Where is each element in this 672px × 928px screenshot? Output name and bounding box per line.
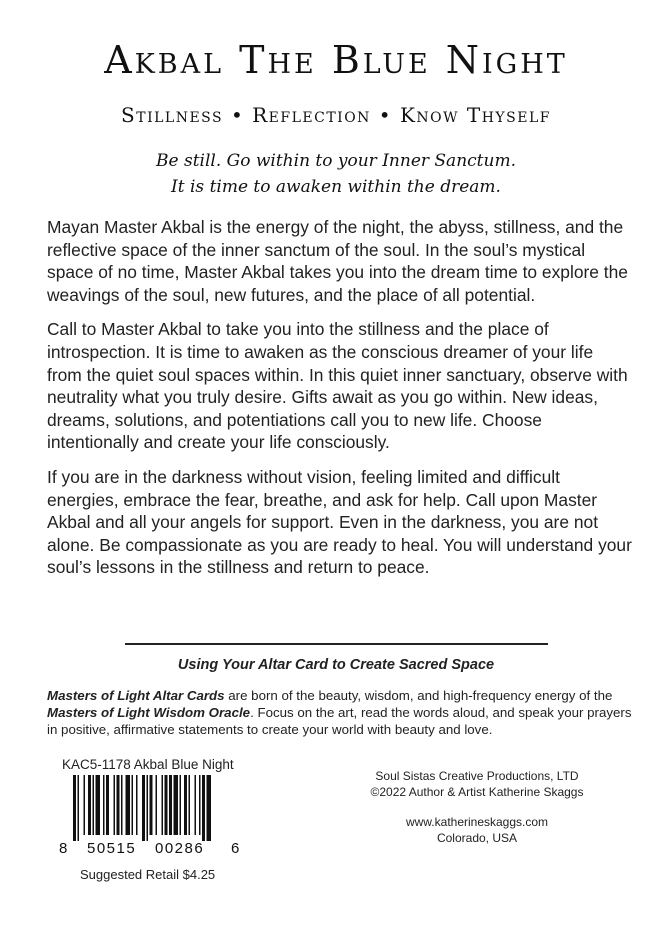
barcode-bar xyxy=(114,775,116,835)
barcode-bar xyxy=(189,775,191,835)
barcode-digit: 8 xyxy=(59,840,68,857)
suggested-retail: Suggested Retail $4.25 xyxy=(80,867,216,882)
body-paragraph: If you are in the darkness without vision, feeling limited and difficult energies, embrace the fear, breathe, and ask for help. Call upon Master Akbal and all your angels for support. Even in the darkness, you are not alone. Be compassionate as you are ready to heal. You will understand your soul’s lessons in the stillness and return to peace. xyxy=(47,466,632,578)
body-paragraph: Call to Master Akbal to take you into the stillness and the place of introspection. It is time to awaken as the conscious dreamer of your life from the quiet soul spaces within. In this quiet inner sanctuary, observe with neutrality what you truly desire. Gifts await as you go within. New ideas, dreams, solutions, and potentiations call you to new life. Choose intentionally and create your life consciously. xyxy=(47,319,628,453)
card-title: Akbal The Blue Night xyxy=(104,38,568,82)
barcode-bar xyxy=(184,775,187,835)
barcode-bar xyxy=(165,775,168,835)
section-divider xyxy=(125,643,548,645)
barcode-bar xyxy=(199,775,201,835)
barcode-bar xyxy=(117,775,120,835)
barcode-bar xyxy=(207,775,212,841)
body-paragraph: Mayan Master Akbal is the energy of the night, the abyss, stillness, and the reflective space of the inner sanctum of the soul. In the soul’s mystical space of no time, Master Akbal takes you into the dream time to explore the weavings of the soul, new futures, and the place of all potential. xyxy=(47,217,628,305)
barcode-bar xyxy=(156,775,158,835)
altar-cards-name: Masters of Light Altar Cards xyxy=(47,688,225,703)
barcode-bar xyxy=(103,775,105,835)
barcode-bar xyxy=(180,775,182,835)
barcode-bar xyxy=(78,775,80,841)
altar-text-part: . Focus on the art, read the words aloud, and speak your prayers in positive, affirmative statements to create your world with beauty and love. xyxy=(47,705,632,737)
barcode-bar xyxy=(169,775,172,835)
barcode-bar xyxy=(174,775,179,835)
publisher-location: Colorado, USA xyxy=(436,831,518,845)
barcode-bar xyxy=(150,775,153,835)
barcode-bar xyxy=(202,775,205,841)
card-subtitle: Stillness • Reflection • Know Thyself xyxy=(121,103,551,127)
barcode-digit: 6 xyxy=(231,840,240,857)
publisher-website: www.katherineskaggs.com xyxy=(405,815,549,829)
barcode-bar xyxy=(84,775,86,835)
publisher-company: Soul Sistas Creative Productions, LTD xyxy=(375,769,579,783)
barcode-bar xyxy=(93,775,95,835)
altar-description xyxy=(47,687,642,738)
barcode-bar xyxy=(162,775,164,835)
barcode-digit: 00286 xyxy=(155,840,205,857)
barcode-bar xyxy=(147,775,149,841)
tagline-line: Be still. Go within to your Inner Sanctum. xyxy=(156,151,516,171)
barcode-bar xyxy=(195,775,197,835)
barcode-bar xyxy=(73,775,76,841)
publisher-copyright: ©2022 Author & Artist Katherine Skaggs xyxy=(370,785,584,799)
barcode-bar xyxy=(96,775,101,835)
barcode-bar xyxy=(142,775,145,841)
product-sku: KAC5-1178 Akbal Blue Night xyxy=(62,757,234,772)
barcode-bars xyxy=(73,775,211,841)
barcode xyxy=(55,775,245,857)
barcode-bar xyxy=(132,775,134,835)
barcode-digit: 50515 xyxy=(87,840,137,857)
card-tagline xyxy=(0,148,672,200)
oracle-name: Masters of Light Wisdom Oracle xyxy=(47,705,251,720)
tagline-line: It is time to awaken within the dream. xyxy=(171,177,501,197)
barcode-bar xyxy=(106,775,109,835)
publisher-info xyxy=(362,768,592,846)
barcode-bar xyxy=(88,775,91,835)
altar-heading: Using Your Altar Card to Create Sacred Space xyxy=(177,657,495,673)
barcode-bar xyxy=(121,775,123,835)
barcode-bar xyxy=(126,775,131,835)
card-body xyxy=(47,216,632,591)
barcode-bar xyxy=(136,775,138,835)
altar-text-part: are born of the beauty, wisdom, and high-frequency energy of the xyxy=(224,688,613,703)
